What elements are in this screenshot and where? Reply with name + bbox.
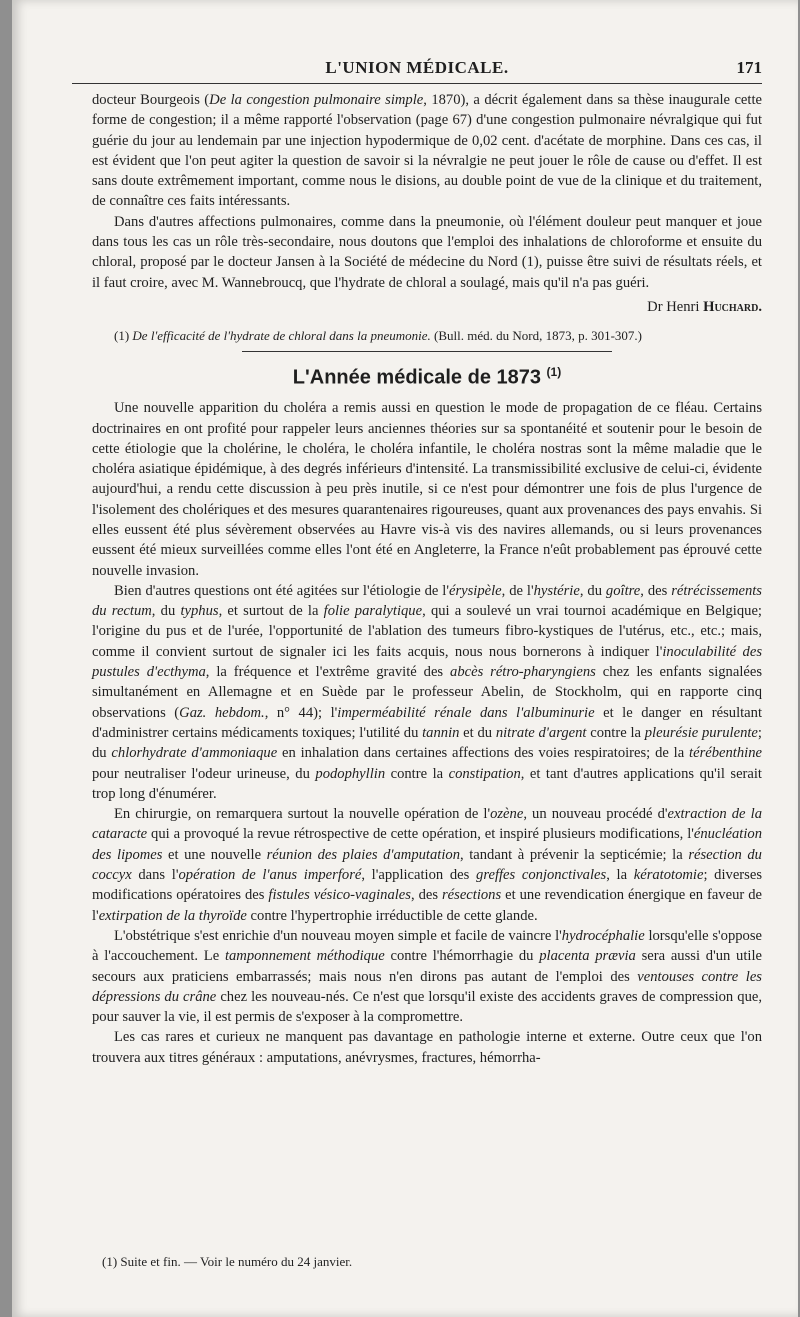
paragraph-obstetrics: L'obstétrique s'est enrichie d'un nouveau moyen simple et facile de vaincre l'hydrocéphalie lorsqu'elle s'oppose à l'accouchement. Le tamponnement méthodique contre l'hémorrhagie du placenta prævia sera aussi d'un utile secours aux praticiens embarrassés; mais nous n'en dirons pas autant de l'emploi des ventouses contre les dépressions du crâne chez les nouveau-nés. Ce n'est que lorsqu'il existe des accidents graves de compression que, pour sauver la vie, il est permis de s'exposer à la compromettre. [92, 927, 762, 1026]
italic-term: tamponnement méthodique [224, 948, 385, 965]
section-title-note: (1) [546, 365, 562, 380]
italic-term: imperméabilité rénale dans l'albuminurie [337, 704, 595, 721]
header-rule [72, 83, 762, 84]
italic-term: chlorhydrate d'ammoniaque [111, 745, 278, 762]
italic-term: greffes conjonctivales [476, 867, 607, 884]
footnote-chloral: (1) De l'efficacité de l'hydrate de chloral dans la pneumonie. (Bull. méd. du Nord, 1873, p. 301-307.) [114, 328, 643, 344]
italic-term: Gaz. hebdom. [179, 704, 265, 721]
running-title: L'UNION MÉDICALE. [325, 58, 509, 77]
italic-term: placenta prævia [539, 948, 636, 965]
signature-name: Huchard. [703, 298, 762, 315]
article-body [92, 90, 762, 1068]
italic-term: opération de l'anus imperforé [178, 867, 362, 884]
italic-term: réunion des plaies d'amputation [266, 846, 460, 863]
italic-term: folie paralytique [323, 603, 423, 620]
italic-term: térébenthine [689, 745, 762, 762]
italic-term: typhus [180, 603, 219, 620]
italic-term: inoculabilité des pustules d'ecthyma [92, 643, 763, 681]
italic-term: énucléation des lipomes [92, 826, 762, 863]
italic-term: hydrocéphalie [561, 927, 645, 944]
paragraph-cholera: Une nouvelle apparition du choléra a remis aussi en question le mode de propagation de ce fléau. Certains doctrinaires en ont profité pour rappeler leurs anciennes théories sur sa spontanéité et soutenir pour le besoin de cette étiologie que la cholérine, le choléra, le choléra infantile, le choléra nostras sont la même maladie que le choléra asiatique épidémique, à des degrés inférieurs d'intensité. La transmissibilité exclusive de celui-ci, évidente aujourd'hui, a rendu cette discussion à peu près inutile, si ce n'est pour démontrer une fois de plus l'urgence de l'isolement des cholériques et des mesures quarantenaires rigoureuses, quant aux provenances des pays envahis. Si elles eussent été plus sévèrement observées au Havre vis-à vis des navires allemands, ou si leurs provenances eussent été mieux surveillées comme elles l'ont été en Angleterre, la France n'eût probablement pas éprouvé cette nouvelle invasion. [92, 400, 762, 579]
italic-term: ozène [490, 806, 524, 823]
italic-term: pleurésie purulente [644, 724, 758, 741]
paragraph-rare-cases: Les cas rares et curieux ne manquent pas davantage en pathologie interne et externe. Outre ceux que l'on trouvera aux titres généraux : amputations, anévrysmes, fractures, hémorrha- [92, 1029, 762, 1066]
italic-term: tannin [422, 724, 460, 741]
italic-term: résection du coccyx [92, 846, 762, 884]
page-header [72, 58, 762, 84]
italic-term: De l'efficacité de l'hydrate de chloral dans la pneumonie. [132, 328, 431, 344]
italic-term: De la congestion pulmonaire simple [209, 92, 424, 108]
italic-term: extirpation de la thyroïde [98, 907, 247, 924]
paragraph-intro: docteur Bourgeois (De la congestion pulmonaire simple, 1870), a décrit également dans sa thèse inaugurale cette forme de congestion; il a même rapporté l'observation (page 67) d'une congestion pulmonaire névralgique qui fut guérie du jour au lendemain par une injection hypodermique de 0,02 cent. d'acétate de morphine. Dans ces cas, il est évident que l'on peut agiter la question de savoir si la névralgie ne peut jouer le rôle de cause ou d'effet. Il est sans doute extrêmement important, comme nous le disions, au double point de vue de la clinique et du traitement, de connaître ces faits intéressants. [92, 92, 762, 210]
italic-term: ventouses contre les dépressions du crâne [92, 968, 762, 1005]
section-rule [242, 351, 612, 352]
italic-term: hystérie [533, 582, 580, 599]
italic-term: résections [441, 887, 502, 904]
italic-term: nitrate d'argent [495, 724, 587, 741]
italic-term: podophyllin [315, 765, 386, 782]
italic-term: constipation [448, 765, 521, 782]
italic-term: érysipèle [448, 582, 502, 599]
section-title [92, 362, 762, 388]
italic-term: goître [605, 582, 641, 599]
page-number: 171 [736, 58, 762, 77]
italic-term: rétrécissements du rectum [92, 582, 762, 620]
signature-prefix: Dr Henri [647, 298, 700, 315]
author-signature [92, 297, 762, 317]
italic-term: abcès rétro-pharyngiens [450, 664, 596, 681]
bottom-footnote: (1) Suite et fin. — Voir le numéro du 24 janvier. [102, 1254, 353, 1269]
italic-term: extraction de la cataracte [92, 806, 762, 843]
paragraph-surgery: En chirurgie, on remarquera surtout la nouvelle opération de l'ozène, un nouveau procédé d'extraction de la cataracte qui a provoqué la revue rétrospective de cette opération, et inspiré plusieurs modifications, l'énucléation des lipomes et une nouvelle réunion des plaies d'amputation, tandant à prévenir la septicémie; la résection du coccyx dans l'opération de l'anus imperforé, l'application des greffes conjonctivales, la kératotomie; diverses modifications opératoires des fistules vésico-vaginales, des résections et une revendication énergique en faveur de l'extirpation de la thyroïde contre l'hypertrophie irréductible de cette glande. [92, 806, 763, 924]
page-sheet [12, 0, 798, 1317]
section-title-text: L'Année médicale de 1873 [292, 366, 541, 389]
italic-term: fistules vésico-vaginales [268, 887, 411, 904]
paragraph-pneumonia: Dans d'autres affections pulmonaires, comme dans la pneumonie, où l'élément douleur peut manquer et joue dans tous les cas un rôle très-secondaire, nous doutons que l'emploi des inhalations de chloroforme et ensuite du chloral, proposé par le docteur Jansen à la Société de médecine du Nord (1), puisse être suivi de résultats réels, et il faut croire, avec M. Wannebroucq, que l'hydrate de chloral a soulagé, mais qu'il n'a pas guéri. [92, 213, 762, 291]
italic-term: kératotomie [633, 867, 704, 884]
paragraph-etiology: Bien d'autres questions ont été agitées sur l'étiologie de l'érysipèle, de l'hystérie, du goître, des rétrécissements du rectum, du typhus, et surtout de la folie paralytique, qui a soulevé un vrai tournoi académique en Belgique; l'origine du pus et de l'urée, l'opportunité de l'ablation des tumeurs fibro-kystiques de l'utérus, etc., etc.; mais, comme il convient surtout de signaler ici les faits acquis, nous nous bornerons à indiquer l'inoculabilité des pustules d'ecthyma, la fréquence et l'extrême gravité des abcès rétro-pharyngiens chez les enfants signalées simultanément en Allemagne et en Suède par le professeur Abelin, de Stockholm, qui en rapporte cinq observations (Gaz. hebdom., n° 44); l'imperméabilité rénale dans l'albuminurie et le danger en résultant d'administrer certains médicaments toxiques; l'utilité du tannin et du nitrate d'argent contre la pleurésie purulente; du chlorhydrate d'ammoniaque en inhalation dans certaines affections des voies respiratoires; de la térébenthine pour neutraliser l'odeur urineuse, du podophyllin contre la constipation, et tant d'autres applications qu'il serait trop long d'énumérer. [92, 582, 763, 802]
